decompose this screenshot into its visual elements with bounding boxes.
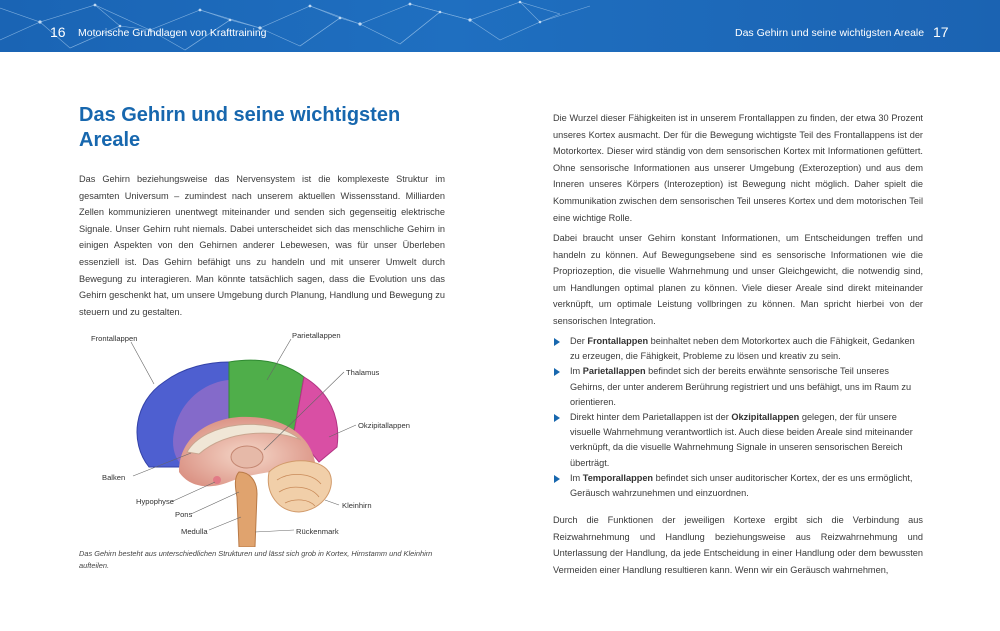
bullet-text: befindet sich der bereits erwähnte sensorische Teil unseres Gehirns, der unter anderem Berührung registriert und uns befähigt, uns im Raum zu orientieren. bbox=[570, 366, 912, 407]
triangle-bullet-icon bbox=[554, 368, 560, 376]
bullet-item bbox=[553, 410, 923, 471]
right-page-number: 17 bbox=[933, 24, 949, 40]
bullet-item bbox=[553, 471, 923, 501]
label-frontallappen: Frontallappen bbox=[91, 334, 138, 343]
label-medulla: Medulla bbox=[181, 527, 208, 536]
bullet-term: Temporallappen bbox=[582, 472, 654, 483]
left-page-number: 16 bbox=[50, 24, 66, 40]
right-body-paragraph-3: Durch die Funktionen der jeweiligen Kortexe ergibt sich die Verbindung aus Reizwahrnehmung und Handlung beziehungsweise aus Reizwahrnehmung und Unterlassung der Handlung, da jede Entscheidung in einer Handlung oder dem bewussten Vermeiden einer Handlung resultieren kann. Wenn wir ein Geräusch wahrnehmen, bbox=[553, 515, 923, 575]
bullet-term: Parietallappen bbox=[582, 366, 646, 377]
label-okzipitallappen: Okzipitallappen bbox=[358, 421, 410, 430]
page-heading: Das Gehirn und seine wichtigsten Areale bbox=[79, 104, 401, 151]
triangle-bullet-icon bbox=[554, 338, 560, 346]
bullet-text: Direkt hinter dem Parietallappen ist der bbox=[570, 412, 732, 423]
bullet-term: Okzipitallappen bbox=[731, 412, 800, 423]
bullet-text: Im bbox=[570, 472, 583, 483]
label-balken: Balken bbox=[102, 473, 126, 482]
label-hypophyse: Hypophyse bbox=[136, 497, 174, 506]
label-parietallappen: Parietallappen bbox=[292, 331, 341, 340]
bullet-text: befindet sich unser auditorischer Kortex, der es uns ermöglicht, Geräusch wahrzunehmen und einzuordnen. bbox=[570, 472, 913, 499]
bullet-text: Im bbox=[570, 366, 583, 377]
label-thalamus: Thalamus bbox=[346, 368, 380, 377]
right-running-title: Das Gehirn und seine wichtigsten Areale bbox=[735, 27, 925, 39]
network-pattern-decoration bbox=[0, 0, 1000, 52]
bullet-text: beinhaltet neben dem Motorkortex auch die Fähigkeit, Gedanken zu erzeugen, die Fähigkeit, Probleme zu lösen und kreativ zu sein. bbox=[570, 336, 915, 362]
lobe-bullet-list bbox=[553, 334, 923, 501]
label-pons: Pons bbox=[175, 510, 193, 519]
right-body-paragraph-1: Die Wurzel dieser Fähigkeiten ist in unserem Frontallappen zu finden, der etwa 30 Prozent unseres Kortex ausmacht. Der für die Bewegung wichtigste Teil des Frontallappens ist der Motorkortex. Dieser wird ständig von dem sensorischen Kortex mit Informationen gefüttert. Ohne sensorische Informationen aus unserer Umgebung (Exterozeption) und aus dem Inneren unseres Körpers (Interozeption) ist Bewegung nicht möglich. Daher spielt die Kommunikation zwischen dem sensorischen Teil unseres Kortex und dem motorischen Teil eine wichtige Rolle. bbox=[553, 113, 923, 223]
bullet-item bbox=[553, 364, 923, 410]
left-body-paragraph: Das Gehirn beziehungsweise das Nervensystem ist die komplexeste Struktur im gesamten Universum – zumindest nach unserem aktuellen Wissensstand. Milliarden Zellen kommunizieren unentwegt miteinander und senden sich gegenseitig elektrische Signale. Unser Gehirn ruht niemals. Dabei unterscheidet sich das menschliche Gehirn in einigen Aspekten von den Gehirnen anderer Lebewesen, was für unser Überleben essenziell ist. Das Gehirn befähigt uns zu handeln und mit unserer Umwelt durch Bewegung zu interagieren. Man könnte tatsächlich sagen, dass die Evolution uns das Gehirn geschenkt hat, um unsere Umgebung durch Planung, Handlung und Bewegung zu steuern und zu gestalten. bbox=[79, 174, 445, 317]
bullet-text: gelegen, der für unsere visuelle Wahrnehmung verantwortlich ist. Auch diese beiden Areale sind miteinander verknüpft, da die visuelle Wahrnehmung Signale in unseren sensorischen Bereich überträgt. bbox=[570, 412, 913, 468]
label-kleinhirn: Kleinhirn bbox=[342, 501, 372, 510]
triangle-bullet-icon bbox=[554, 414, 560, 422]
label-rueckenmark: Rückenmark bbox=[296, 527, 339, 536]
triangle-bullet-icon bbox=[554, 475, 560, 483]
bullet-text: Der bbox=[570, 336, 588, 346]
figure-caption: Das Gehirn besteht aus unterschiedlichen Strukturen und lässt sich grob in Kortex, Hirnstamm und Kleinhirn aufteilen. bbox=[79, 549, 433, 570]
page-header bbox=[0, 0, 1000, 52]
right-body-paragraph-2: Dabei braucht unser Gehirn konstant Informationen, um Entscheidungen treffen und handeln zu können. Auf Bewegungsebene sind es sensorische Informationen wie die Propriozeption, die visuelle Wahrnehmung und unser Gleichgewicht, die notwendig sind, um Handlungen optimal planen zu können. Viele dieser Areale sind direkt miteinander verknüpft, um optimale Leistung vollbringen zu können. Man spricht hierbei von der sensorischen Integration. bbox=[553, 233, 923, 326]
bullet-item bbox=[553, 334, 923, 364]
left-running-title: Motorische Grundlagen von Krafttraining bbox=[78, 27, 267, 39]
bullet-term: Frontallappen bbox=[587, 336, 649, 346]
brain-illustration bbox=[79, 322, 439, 547]
